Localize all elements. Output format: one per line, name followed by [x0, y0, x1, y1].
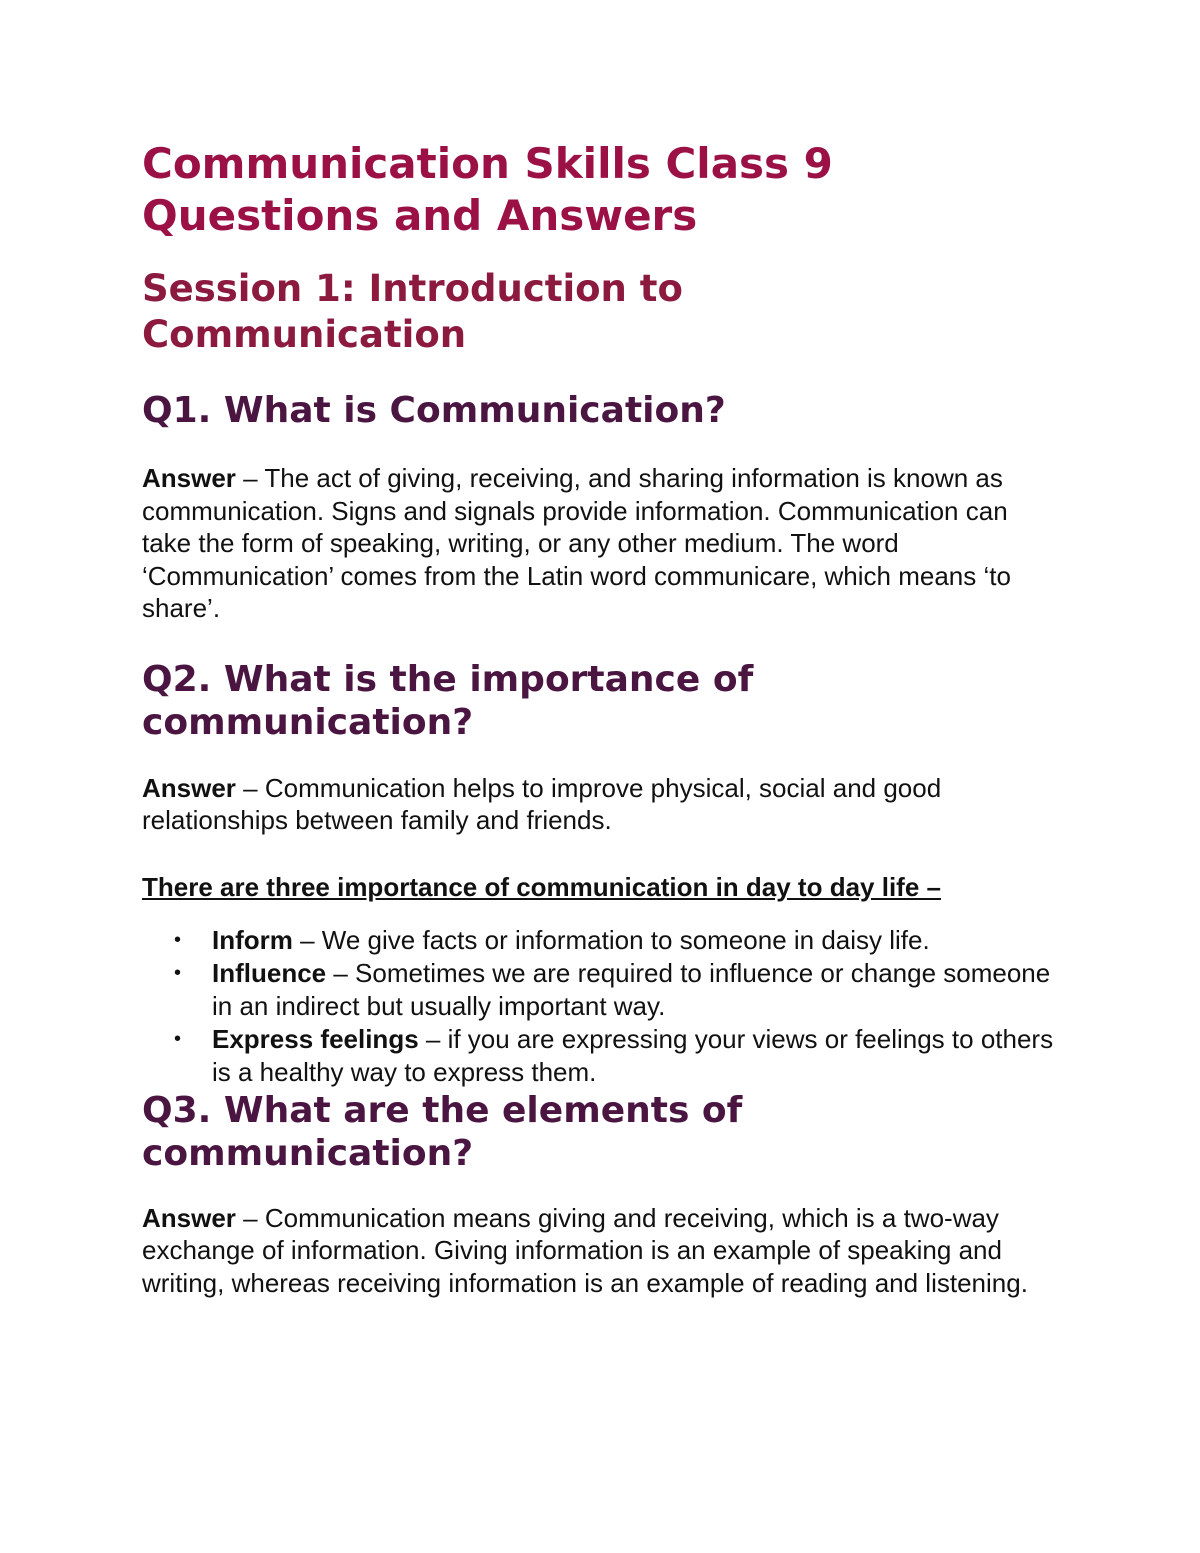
- list-item: [142, 1023, 1062, 1089]
- answer-2-label: Answer: [142, 772, 236, 803]
- title-line-2: Questions and Answers: [142, 191, 698, 240]
- bullet-icon: •: [174, 961, 182, 984]
- question-3-line-1: Q3. What are the elements of: [142, 1089, 743, 1131]
- question-1-heading: Q1. What is Communication?: [142, 390, 726, 431]
- document-title: [142, 138, 1062, 242]
- bullet-term: Express feelings: [212, 1023, 419, 1054]
- bullet-icon: •: [174, 928, 182, 951]
- importance-list: [142, 924, 1062, 1089]
- title-line-1: Communication Skills Class 9: [142, 139, 833, 188]
- answer-3-text: – Communication means giving and receiving, which is a two-way exchange of information. Giving information is an example of speaking and writing, whereas receiving information is an example of reading and listening.: [142, 1202, 1028, 1298]
- answer-1-paragraph: [142, 462, 1062, 625]
- question-3-line-2: communication?: [142, 1132, 474, 1174]
- answer-2-text: – Communication helps to improve physical, social and good relationships between family and friends.: [142, 772, 942, 835]
- question-2-line-1: Q2. What is the importance of: [142, 658, 754, 700]
- list-item: [142, 957, 1062, 1023]
- bullet-term: Influence: [212, 957, 327, 988]
- bullet-text: – We give facts or information to someone in daisy life.: [292, 924, 930, 955]
- question-3-heading: [142, 1089, 1062, 1175]
- session-line-1: Session 1: Introduction to: [142, 267, 683, 310]
- bullet-text: – Sometimes we are required to influence or change someone in an indirect but usually important way.: [212, 957, 1051, 1021]
- bullet-term: Inform: [212, 924, 293, 955]
- session-line-2: Communication: [142, 313, 467, 356]
- answer-1-label: Answer: [142, 463, 236, 493]
- bullet-icon: •: [174, 1027, 182, 1050]
- bullet-text: – if you are expressing your views or feelings to others is a healthy way to express them.: [212, 1023, 1054, 1087]
- importance-heading: There are three importance of communication in day to day life –: [142, 871, 941, 902]
- question-2-heading: [142, 658, 1062, 744]
- session-heading: [142, 266, 1062, 358]
- question-2-line-2: communication?: [142, 701, 474, 743]
- document-content: [142, 138, 1062, 1299]
- answer-3-label: Answer: [142, 1202, 236, 1233]
- answer-2-paragraph: [142, 772, 1062, 837]
- answer-1-text: – The act of giving, receiving, and sharing information is known as communication. Signs and signals provide information. Communication can take the form of speaking, writing, or any other medium. The word ‘Communication’ comes from the Latin word communicare, which means ‘to share’.: [142, 463, 1011, 623]
- answer-3-paragraph: [142, 1202, 1062, 1300]
- list-item: [142, 924, 1062, 957]
